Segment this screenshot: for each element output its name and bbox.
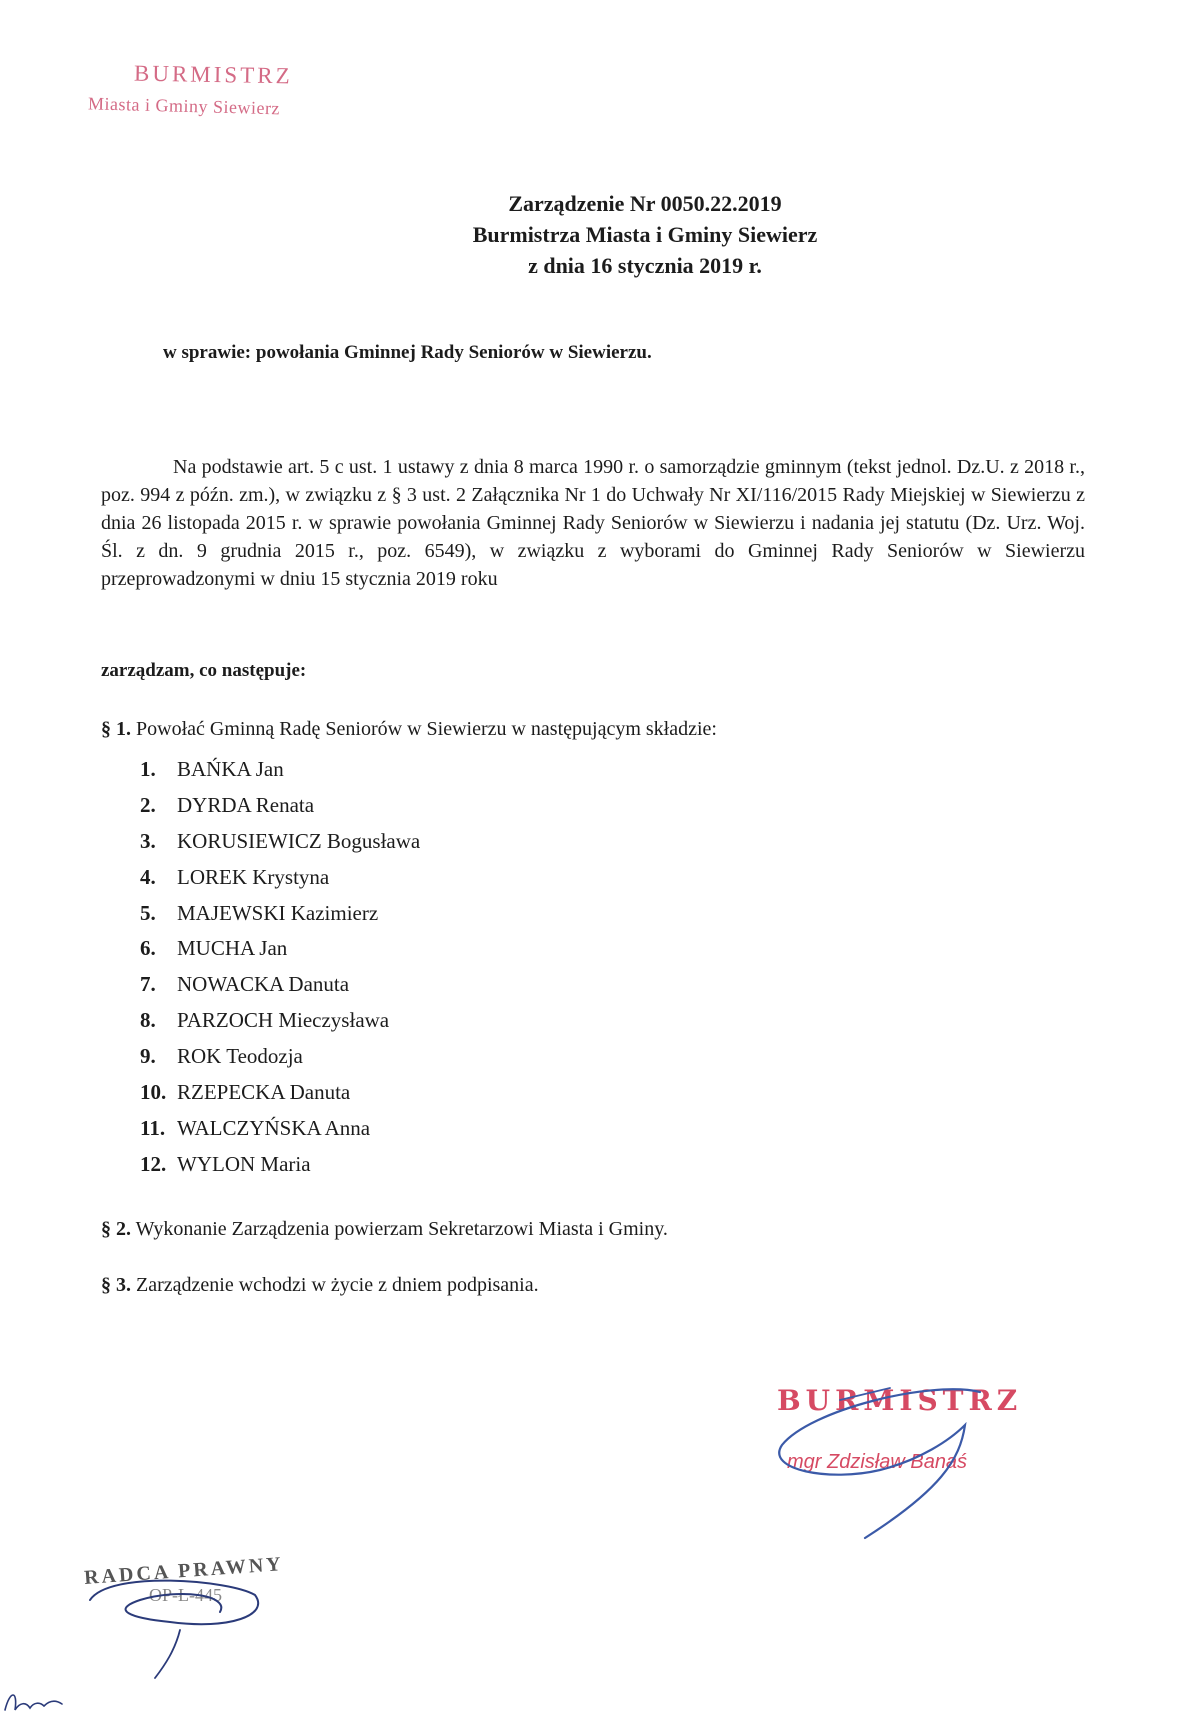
stamp-subtitle: Miasta i Gminy Siewierz xyxy=(87,93,281,119)
paragraph-2 xyxy=(101,1218,668,1241)
paragraph-1-text: Powołać Gminną Radę Seniorów w Siewierzu w następującym składzie: xyxy=(136,718,717,740)
member-number: 6. xyxy=(140,936,156,961)
list-item xyxy=(140,931,420,967)
office-stamp-header xyxy=(88,62,293,117)
legal-stamp-number: OP-Ł-445 xyxy=(149,1585,222,1605)
paragraph-2-text: Wykonanie Zarządzenia powierzam Sekretarzowi Miasta i Gminy. xyxy=(135,1218,668,1240)
list-item xyxy=(140,896,420,932)
list-item xyxy=(140,1111,420,1147)
member-number: 5. xyxy=(140,900,156,925)
list-item xyxy=(140,1075,420,1111)
paragraph-1-symbol: § 1. xyxy=(101,718,131,740)
member-name: KORUSIEWICZ Bogusława xyxy=(177,828,421,853)
member-number: 2. xyxy=(140,792,156,817)
paragraph-2-symbol: § 2. xyxy=(101,1218,131,1240)
legal-advisor-signature xyxy=(80,1560,280,1680)
member-name: WALCZYŃSKA Anna xyxy=(177,1115,371,1140)
initials-mark xyxy=(0,1680,70,1720)
document-subject: w sprawie: powołania Gminnej Rady Seniorów w Siewierzu. xyxy=(163,342,652,363)
paragraph-3-symbol: § 3. xyxy=(101,1274,131,1296)
list-item xyxy=(140,1039,420,1075)
list-item xyxy=(140,788,420,824)
handwritten-signature xyxy=(770,1370,1030,1540)
member-number: 9. xyxy=(140,1044,156,1069)
document-title xyxy=(45,188,1200,281)
member-name: NOWACKA Danuta xyxy=(177,972,350,997)
title-line-issuer: Burmistrza Miasta i Gminy Siewierz xyxy=(472,222,818,247)
list-item xyxy=(140,1003,420,1039)
signature-stamp-name: mgr Zdzisław Banaś xyxy=(787,1451,968,1473)
stamp-title: BURMISTRZ xyxy=(133,60,293,89)
member-number: 8. xyxy=(140,1008,156,1033)
member-name: PARZOCH Mieczysława xyxy=(177,1008,390,1033)
member-name: MUCHA Jan xyxy=(177,936,288,961)
member-number: 12. xyxy=(140,1151,167,1176)
member-name: ROK Teodozja xyxy=(177,1044,303,1069)
member-name: RZEPECKA Danuta xyxy=(177,1080,351,1105)
member-number: 7. xyxy=(140,972,156,997)
member-name: DYRDA Renata xyxy=(177,792,315,817)
list-item xyxy=(140,752,420,788)
member-number: 3. xyxy=(140,828,156,853)
signature-stamp-title: BURMISTRZ xyxy=(777,1384,1023,1417)
title-line-number: Zarządzenie Nr 0050.22.2019 xyxy=(508,191,782,216)
member-number: 11. xyxy=(140,1115,166,1140)
list-item xyxy=(140,1147,420,1183)
member-name: BAŃKA Jan xyxy=(177,757,284,781)
member-name: MAJEWSKI Kazimierz xyxy=(177,900,379,925)
paragraph-3 xyxy=(101,1274,539,1297)
legal-basis-paragraph: Na podstawie art. 5 c ust. 1 ustawy z dnia 8 marca 1990 r. o samorządzie gminnym (tekst jednol. Dz.U. z 2018 r., poz. 994 z późn. zm.), w związku z § 3 ust. 2 Załącznika Nr 1 do Uchwały Nr XI/116/2015 Rady Miejskiej w Siewierzu z dnia 26 listopada 2015 r. w sprawie powołania Gminnej Rady Seniorów w Siewierzu i nadania jej statutu (Dz. Urz. Woj. Śl. z dn. 9 grudnia 2015 r., poz. 6549), w związku z wyborami do Gminnej Rady Seniorów w Siewierzu przeprowadzonymi w dniu 15 stycznia 2019 roku xyxy=(101,456,1085,590)
list-item xyxy=(140,860,420,896)
member-number: 4. xyxy=(140,864,156,889)
member-number: 10. xyxy=(140,1080,167,1105)
decree-statement: zarządzam, co następuje: xyxy=(101,660,307,681)
paragraph-3-text: Zarządzenie wchodzi w życie z dniem podpisania. xyxy=(136,1274,539,1296)
member-number: 1. xyxy=(140,757,156,781)
member-name: WYLON Maria xyxy=(177,1151,311,1176)
members-list xyxy=(140,752,420,1183)
legal-stamp-title: RADCA PRAWNY xyxy=(83,1553,285,1589)
list-item xyxy=(140,967,420,1003)
list-item xyxy=(140,824,420,860)
title-line-date: z dnia 16 stycznia 2019 r. xyxy=(528,253,762,278)
paragraph-1 xyxy=(101,718,717,741)
member-name: LOREK Krystyna xyxy=(177,864,330,889)
